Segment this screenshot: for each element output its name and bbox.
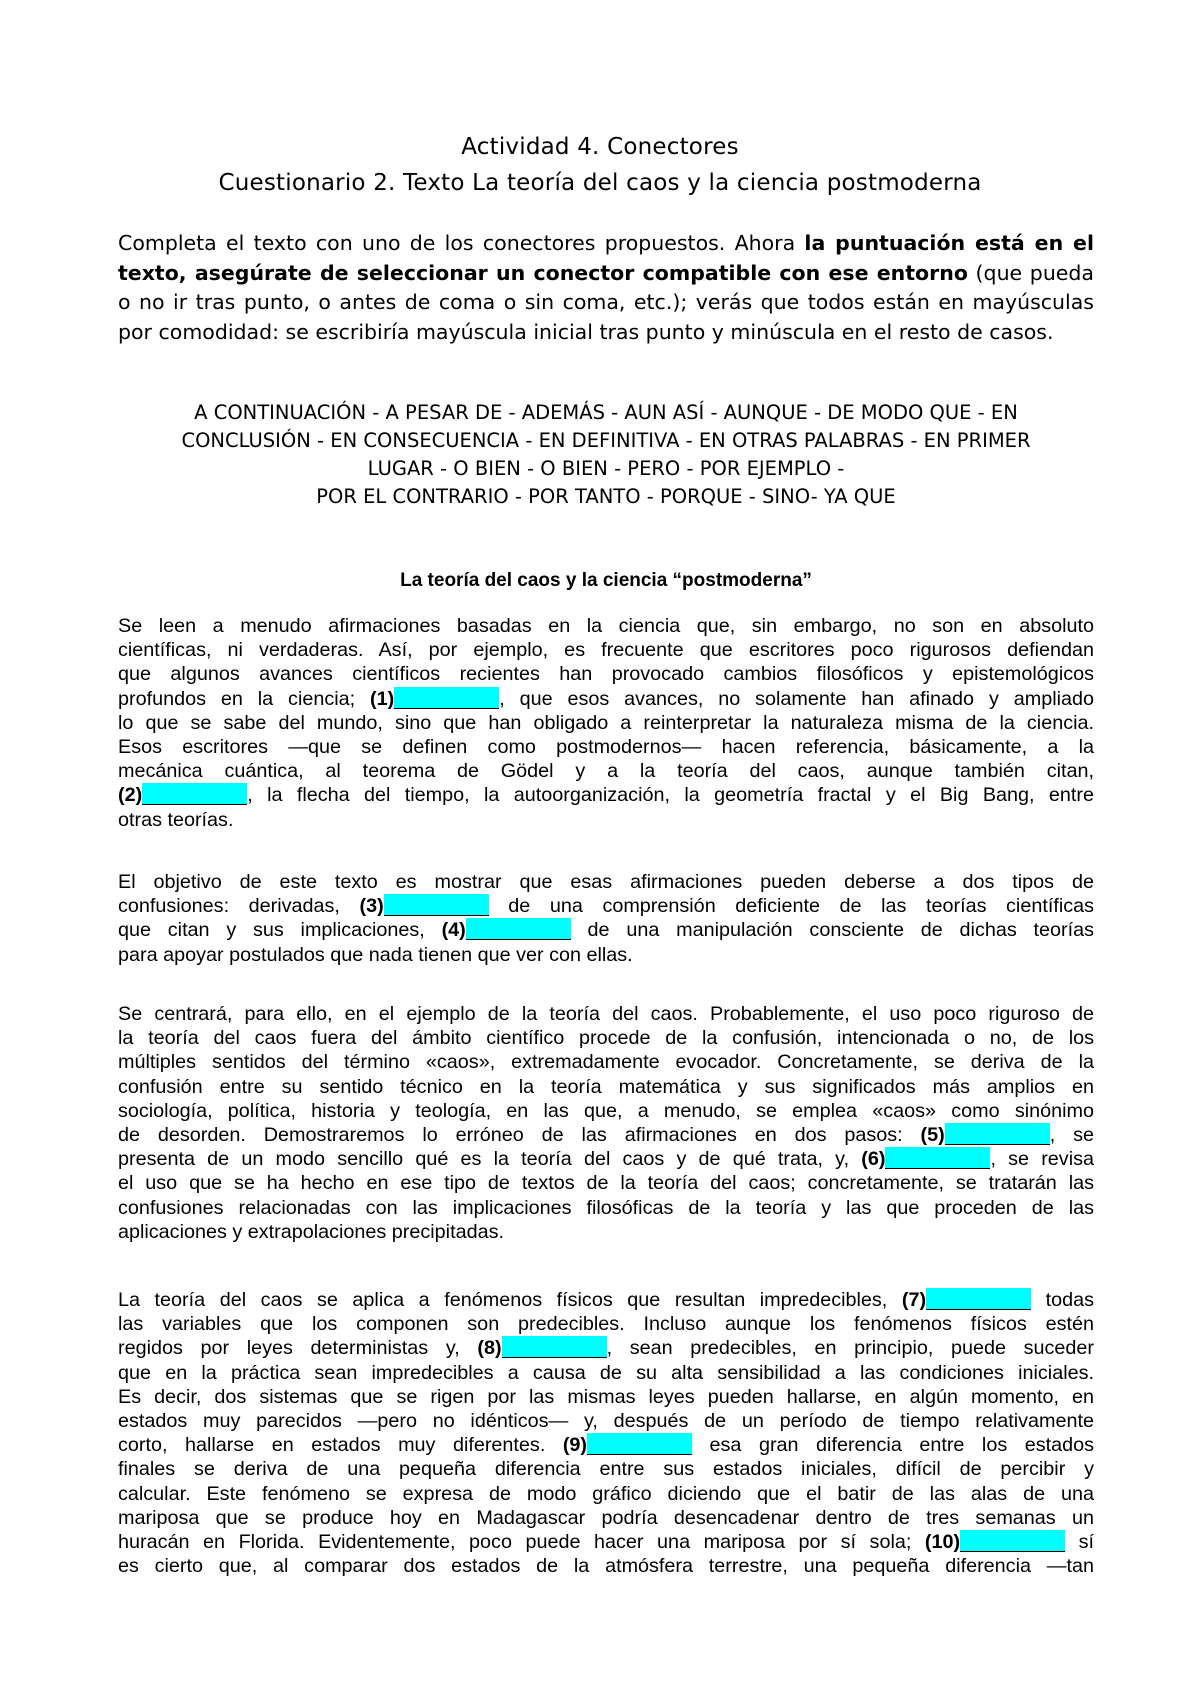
blank-marker-4: (4) <box>441 919 466 942</box>
text-segment: de una comprensión deficiente de las teorías científicas <box>488 895 1094 918</box>
text-segment: La teoría del caos se aplica a fenómenos físicos que resultan impredecibles, <box>118 1289 902 1311</box>
blank-4-field[interactable] <box>466 918 571 940</box>
instructions-text-2: (que pueda o no ir tras punto, o antes de coma o sin coma, etc.); verás que todos están en mayúsculas por comodidad: se escribiría mayúscula inicial tras punto y minúscula en el resto de casos. <box>118 260 1094 344</box>
blank-marker-9: (9) <box>562 1434 588 1457</box>
text-segment: todas <box>1031 1289 1094 1311</box>
activity-title: Actividad 4. Conectores <box>461 134 739 160</box>
text-line: Se leen a menudo afirmaciones basadas en la ciencia que, sin embargo, no son en absoluto <box>118 615 1094 637</box>
text-segment: de una manipulación consciente de dichas teorías <box>570 919 1094 942</box>
text-segment: , la flecha del tiempo, la autoorganización, la geometría fractal y el Big Bang, entre <box>247 784 1094 807</box>
paragraph-2 <box>118 870 1094 967</box>
text-line: El objetivo de este texto es mostrar que esas afirmaciones pueden deberse a dos tipos de <box>118 871 1094 893</box>
text-line: finales se deriva de una pequeña diferencia entre sus estados iniciales, difícil de percibir y <box>118 1458 1094 1481</box>
text-line: para apoyar postulados que nada tienen que ver con ellas. <box>118 943 633 966</box>
text-line: estados muy parecidos —pero no idénticos— y, después de un período de tiempo relativamente <box>118 1410 1094 1433</box>
blank-marker-5: (5) <box>920 1124 945 1147</box>
text-line <box>118 1123 1094 1147</box>
blank-5-field[interactable] <box>945 1123 1050 1145</box>
text-line: la teoría del caos fuera del ámbito científico procede de la confusión, intencionada o no, de los <box>118 1027 1094 1050</box>
text-line: Se centrará, para ello, en el ejemplo de la teoría del caos. Probablemente, el uso poco riguroso de <box>118 1003 1094 1025</box>
blank-2-field[interactable] <box>142 783 247 805</box>
quiz-title: Cuestionario 2. Texto La teoría del caos y la ciencia postmoderna <box>218 170 982 196</box>
blank-marker-7: (7) <box>901 1289 927 1311</box>
paragraph-1 <box>118 614 1094 832</box>
text-segment: profundos en la ciencia; <box>118 687 371 710</box>
text-segment: sí <box>1065 1531 1095 1554</box>
blank-9-field[interactable] <box>587 1433 692 1455</box>
blank-10-field[interactable] <box>960 1530 1065 1552</box>
text-segment: que citan y sus implicaciones, <box>118 919 442 942</box>
text-line <box>118 1147 1094 1171</box>
text-segment: huracán en Florida. Evidentemente, poco puede hacer una mariposa por sí sola; <box>118 1531 925 1554</box>
blank-marker-2: (2) <box>118 784 143 807</box>
blank-marker-6: (6) <box>861 1148 886 1171</box>
text-line: calcular. Este fenómeno se expresa de modo gráfico diciendo que el batir de las alas de una <box>118 1482 1094 1505</box>
text-segment: regidos por leyes deterministas y, <box>118 1337 478 1360</box>
text-segment: , sean predecibles, en principio, puede suceder <box>606 1337 1094 1360</box>
text-segment: esa gran diferencia entre los estados <box>692 1434 1095 1457</box>
connector-line: CONCLUSIÓN - EN CONSECUENCIA - EN DEFINITIVA - EN OTRAS PALABRAS - EN PRIMER <box>181 429 1031 452</box>
text-line <box>118 1336 1094 1360</box>
instructions-text: Completa el texto con uno de los conectores propuestos. Ahora <box>118 231 805 255</box>
text-line <box>118 1288 1094 1312</box>
text-line: el uso que se ha hecho en ese tipo de textos de la teoría del caos; concretamente, se tratarán las <box>118 1172 1094 1195</box>
text-line: que en la práctica sean impredecibles a causa de su alta sensibilidad a las condiciones iniciales. <box>118 1361 1094 1384</box>
text-line: otras teorías. <box>118 808 234 831</box>
connector-list <box>118 399 1094 511</box>
text-segment: de desorden. Demostraremos lo erróneo de las afirmaciones en dos pasos: <box>118 1124 921 1147</box>
text-segment: presenta de un modo sencillo qué es la teoría del caos y de qué trata, y, <box>118 1148 862 1171</box>
blank-8-field[interactable] <box>502 1336 607 1358</box>
text-line: Es decir, dos sistemas que se rigen por las mismas leyes pueden hallarse, en algún momento, en <box>118 1385 1094 1408</box>
text-line: sociología, política, historia y teología, en las que, a menudo, se emplea «caos» como sinónimo <box>118 1099 1094 1122</box>
blank-7-field[interactable] <box>926 1288 1031 1310</box>
text-line: es cierto que, al comparar dos estados de la atmósfera terrestre, una pequeña diferencia —tan <box>118 1555 1094 1578</box>
blank-marker-3: (3) <box>359 895 384 918</box>
text-line: múltiples sentidos del término «caos», extremadamente evocador. Concretamente, se deriva de la <box>118 1051 1094 1074</box>
text-line: mecánica cuántica, al teorema de Gödel y a la teoría del caos, aunque también citan, <box>118 760 1094 783</box>
article-title: La teoría del caos y la ciencia “postmoderna” <box>400 570 812 591</box>
text-line: que algunos avances científicos recientes han provocado cambios filosóficos y epistemológicos <box>118 663 1094 686</box>
text-line: científicas, ni verdaderas. Así, por ejemplo, es frecuente que escritores poco rigurosos defiendan <box>118 639 1094 662</box>
text-line <box>118 1530 1094 1554</box>
text-line: lo que se sabe del mundo, sino que han obligado a reinterpretar la naturaleza misma de la ciencia. <box>118 711 1094 734</box>
blank-3-field[interactable] <box>384 894 489 916</box>
blank-marker-1: (1) <box>370 687 395 710</box>
text-line: mariposa que se produce hoy en Madagascar podría desencadenar dentro de tres semanas un <box>118 1506 1094 1529</box>
text-line <box>118 783 1094 807</box>
text-segment: corto, hallarse en estados muy diferentes. <box>118 1434 563 1457</box>
text-line <box>118 894 1094 918</box>
blank-marker-10: (10) <box>924 1531 961 1554</box>
paragraph-3 <box>118 1002 1094 1244</box>
text-line <box>118 1433 1094 1457</box>
text-line <box>118 918 1094 942</box>
text-segment: , se revisa <box>990 1148 1094 1171</box>
blank-marker-8: (8) <box>477 1337 502 1360</box>
blank-6-field[interactable] <box>885 1147 990 1169</box>
text-segment: , se <box>1049 1124 1095 1147</box>
text-line: las variables que los componen son predecibles. Incluso aunque los fenómenos físicos estén <box>118 1313 1094 1336</box>
blank-1-field[interactable] <box>394 687 499 709</box>
text-line: confusión entre su sentido técnico en la teoría matemática y sus significados más amplios en <box>118 1075 1094 1098</box>
text-line <box>118 687 1094 711</box>
text-line: aplicaciones y extrapolaciones precipitadas. <box>118 1220 504 1243</box>
paragraph-4 <box>118 1288 1094 1578</box>
text-line: confusiones relacionadas con las implicaciones filosóficas de la teoría y las que proceden de las <box>118 1196 1094 1219</box>
connector-line: LUGAR - O BIEN - O BIEN - PERO - POR EJEMPLO - <box>367 457 845 480</box>
instructions <box>118 229 1094 347</box>
text-segment: , que esos avances, no solamente han afinado y ampliado <box>499 687 1094 710</box>
connector-line: POR EL CONTRARIO - POR TANTO - PORQUE - SINO- YA QUE <box>316 485 896 508</box>
instructions-bold: la puntuación está en el texto, asegúrate de seleccionar un conector compatible con ese entorno <box>118 231 1094 285</box>
text-segment: confusiones: derivadas, <box>118 895 360 918</box>
connector-line: A CONTINUACIÓN - A PESAR DE - ADEMÁS - AUN ASÍ - AUNQUE - DE MODO QUE - EN <box>194 401 1018 424</box>
text-line: Esos escritores —que se definen como postmodernos— hacen referencia, básicamente, a la <box>118 736 1094 759</box>
